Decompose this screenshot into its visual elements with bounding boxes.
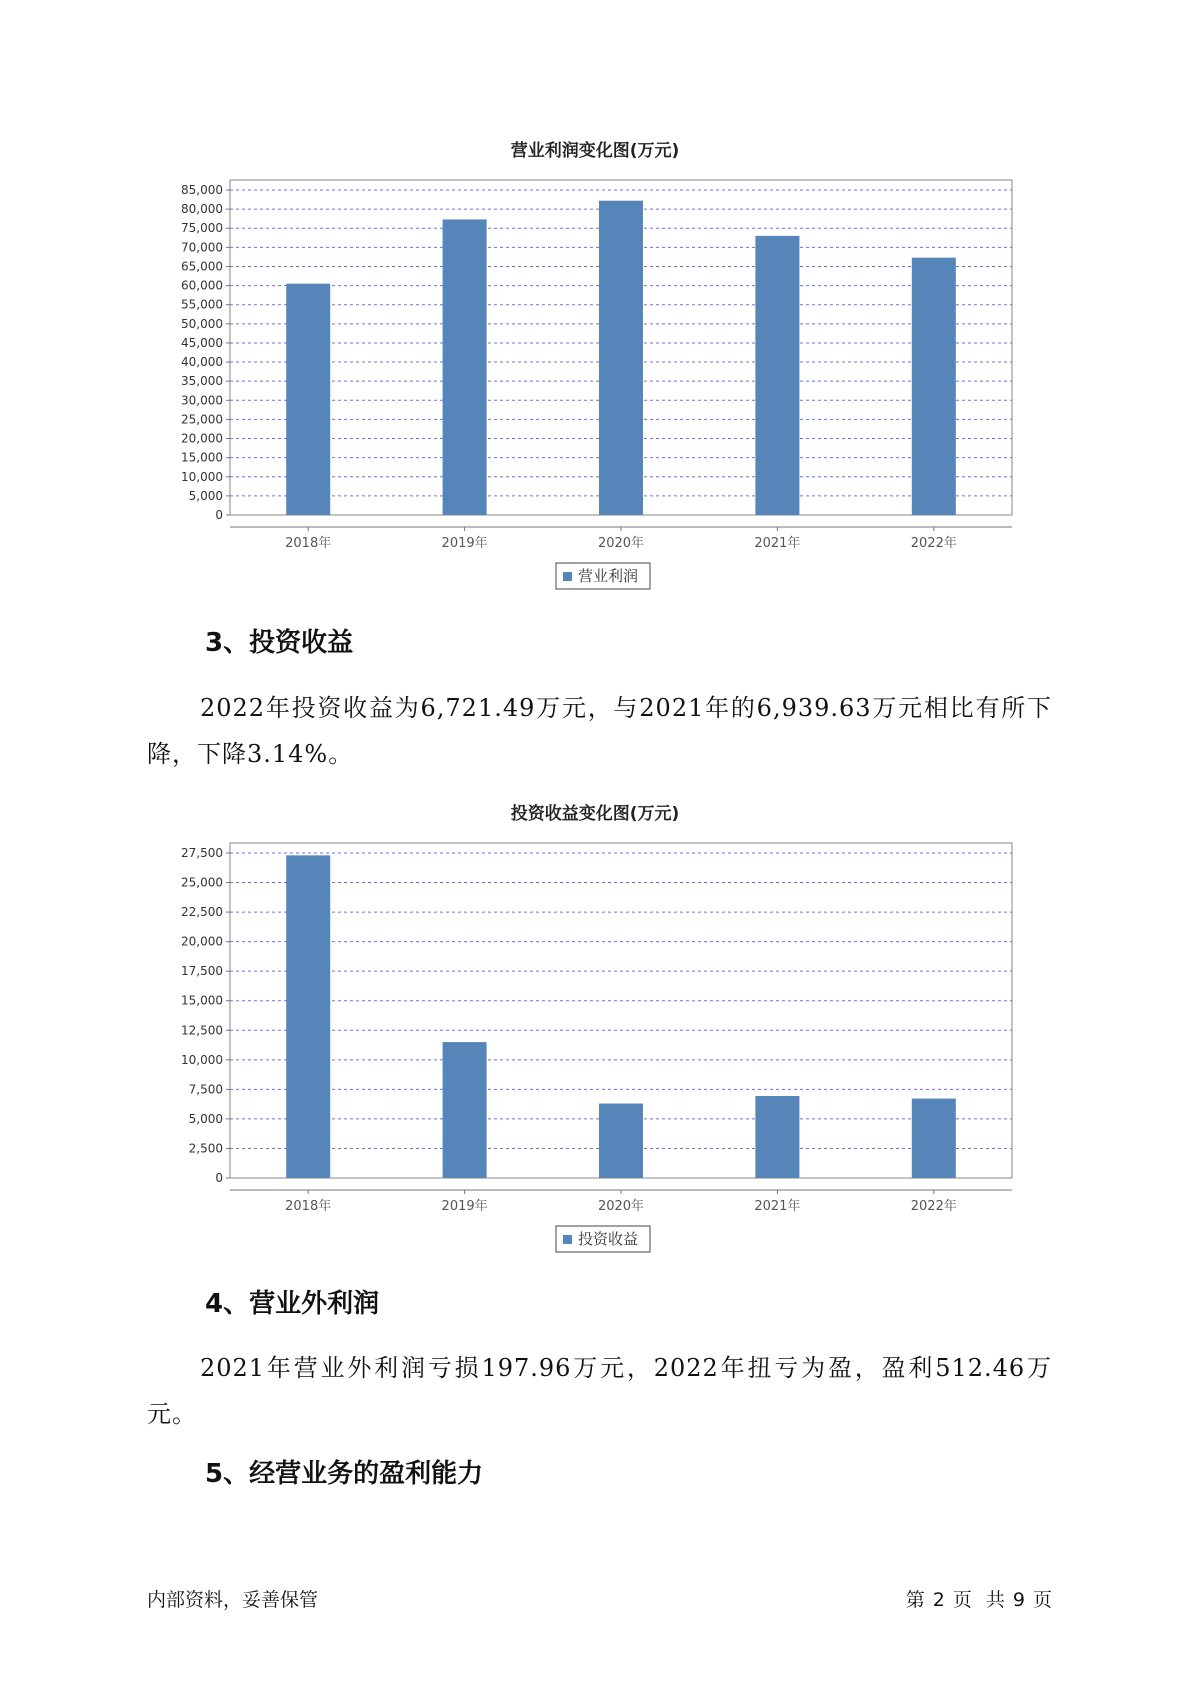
chart2-bar bbox=[443, 1042, 487, 1178]
section-3-text: 2022年投资收益为6,721.49万元，与2021年的6,939.63万元相比有所下降，下降3.14%。 bbox=[147, 694, 1052, 768]
chart2-x-tick-label: 2022年 bbox=[910, 1199, 957, 1214]
page-total-prefix: 共 bbox=[985, 1589, 1005, 1611]
chart2-y-tick-label: 17,500 bbox=[181, 964, 223, 979]
chart1-y-tick-label: 70,000 bbox=[181, 240, 223, 255]
chart1-y-tick-label: 80,000 bbox=[181, 202, 223, 217]
chart1-x-tick-label: 2022年 bbox=[910, 536, 957, 551]
page-prefix: 第 bbox=[905, 1589, 925, 1611]
chart2-y-tick-label: 20,000 bbox=[181, 934, 223, 949]
chart2-y-tick-label: 22,500 bbox=[181, 905, 223, 920]
chart1-legend-swatch bbox=[563, 572, 572, 581]
chart1-y-tick-label: 5,000 bbox=[188, 488, 223, 503]
chart1-x-tick-label: 2020年 bbox=[597, 536, 645, 551]
chart2-x-tick-label: 2020年 bbox=[597, 1199, 645, 1214]
chart1-x-tick-label: 2019年 bbox=[441, 536, 488, 551]
investment-income-chart bbox=[0, 793, 1191, 1253]
chart1-bar bbox=[286, 284, 330, 515]
section-4-text: 2021年营业外利润亏损197.96万元，2022年扭亏为盈，盈利512.46万元。 bbox=[147, 1354, 1052, 1428]
chart2-y-tick-label: 27,500 bbox=[181, 846, 223, 860]
investment-income-chart-svg bbox=[0, 793, 1191, 1253]
chart2-y-tick-label: 5,000 bbox=[188, 1111, 223, 1126]
chart2-y-tick-label: 15,000 bbox=[181, 993, 223, 1008]
chart2-y-tick-label: 25,000 bbox=[181, 875, 223, 890]
chart1-bar bbox=[912, 258, 956, 515]
page-num: 2 bbox=[932, 1589, 945, 1611]
operating-profit-chart bbox=[0, 130, 1191, 590]
chart2-legend-label: 投资收益 bbox=[578, 1230, 639, 1248]
page-suffix: 页 bbox=[1032, 1589, 1052, 1611]
chart2-bar bbox=[286, 855, 330, 1178]
chart2-x-tick-label: 2018年 bbox=[285, 1199, 332, 1214]
chart1-y-tick-label: 30,000 bbox=[181, 393, 223, 408]
page-total: 9 bbox=[1012, 1589, 1025, 1611]
chart2-y-tick-label: 10,000 bbox=[181, 1052, 223, 1067]
chart1-y-tick-label: 60,000 bbox=[181, 278, 223, 293]
chart2-y-tick-label: 7,500 bbox=[188, 1082, 223, 1097]
chart2-y-tick-label: 0 bbox=[215, 1171, 223, 1185]
chart1-legend-label: 营业利润 bbox=[578, 567, 639, 585]
chart1-title: 营业利润变化图(万元) bbox=[510, 141, 680, 161]
chart2-legend-swatch bbox=[563, 1235, 572, 1244]
chart1-x-tick-label: 2018年 bbox=[285, 536, 332, 551]
footer-confidential-note: 内部资料，妥善保管 bbox=[147, 1589, 319, 1611]
section-5-heading: 5、经营业务的盈利能力 bbox=[205, 1459, 484, 1489]
chart1-y-tick-label: 55,000 bbox=[181, 297, 223, 312]
chart1-y-tick-label: 25,000 bbox=[181, 412, 223, 427]
chart1-y-tick-label: 75,000 bbox=[181, 221, 223, 236]
chart1-y-tick-label: 15,000 bbox=[181, 450, 223, 465]
chart1-y-tick-label: 50,000 bbox=[181, 316, 223, 331]
operating-profit-chart-svg bbox=[0, 130, 1191, 590]
section-4-heading: 4、营业外利润 bbox=[205, 1289, 380, 1319]
chart1-bar bbox=[755, 236, 799, 515]
chart1-y-tick-label: 85,000 bbox=[181, 183, 223, 197]
chart2-title: 投资收益变化图(万元) bbox=[510, 804, 680, 824]
chart1-y-tick-label: 0 bbox=[215, 508, 223, 522]
chart1-y-tick-label: 45,000 bbox=[181, 335, 223, 350]
section-3-heading: 3、投资收益 bbox=[205, 628, 354, 658]
chart1-y-tick-label: 10,000 bbox=[181, 469, 223, 484]
chart2-bar bbox=[755, 1096, 799, 1178]
chart2-bar bbox=[912, 1099, 956, 1178]
footer-page-number bbox=[902, 1585, 1056, 1612]
page-mid: 页 bbox=[952, 1589, 972, 1611]
chart2-y-tick-label: 2,500 bbox=[188, 1141, 223, 1156]
chart1-y-tick-label: 40,000 bbox=[181, 355, 223, 370]
chart2-y-tick-label: 12,500 bbox=[181, 1023, 223, 1038]
chart2-x-tick-label: 2021年 bbox=[754, 1199, 801, 1214]
chart1-bar bbox=[599, 201, 643, 515]
chart1-bar bbox=[443, 219, 487, 515]
chart2-x-tick-label: 2019年 bbox=[441, 1199, 488, 1214]
chart1-y-tick-label: 65,000 bbox=[181, 259, 223, 274]
chart1-y-tick-label: 35,000 bbox=[181, 374, 223, 389]
chart2-bar bbox=[599, 1104, 643, 1178]
chart1-y-tick-label: 20,000 bbox=[181, 431, 223, 446]
chart1-x-tick-label: 2021年 bbox=[754, 536, 801, 551]
